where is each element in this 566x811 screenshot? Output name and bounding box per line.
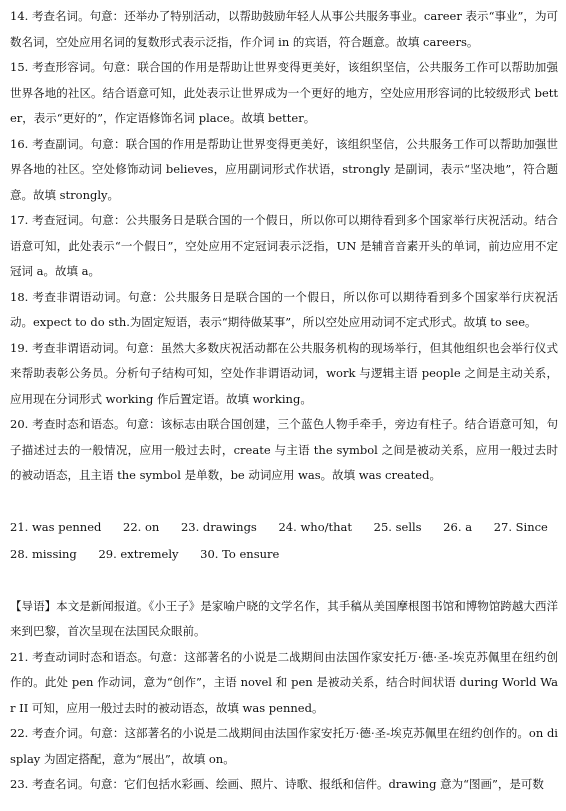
explanation-item: 20. 考查时态和语态。句意：该标志由联合国创建，三个蓝色人物手牵手，旁边有柱子。结合语意可知，句子描述过去的一般情况，应用一般过去时，create 与主语 the symbol 之间是被动关系，应用一般过去时的被动语态，且主语 the symbol 是单数，be 动词应用 was。故填 was created。 xyxy=(10,417,558,482)
explanation-item: 15. 考查形容词。句意：联合国的作用是帮助让世界变得更美好，该组织坚信，公共服务工作可以帮助加强世界各地的社区。结合语意可知，此处表示让世界成为一个更好的地方，空处应用形容词的比较级形式 better，表示“更好的”，作定语修饰名词 place。故填 better。 xyxy=(10,60,558,125)
answer-number: 28. xyxy=(10,546,29,561)
answer-entry xyxy=(10,514,101,541)
explanation-item: 17. 考查冠词。句意：公共服务日是联合国的一个假日，所以你可以期待看到多个国家举行庆祝活动。结合语意可知，此处表示“一个假日”，空处应用不定冠词表示泛指，UN 是辅音音素开头的单词，前边应用不定冠词 a。故填 a。 xyxy=(10,213,558,278)
explanation-item: 21. 考查动词时态和语态。句意：这部著名的小说是二战期间由法国作家安托万·德·圣-埃克苏佩里在纽约创作的。此处 pen 作动词，意为“创作”，主语 novel 和 pen 是被动关系，结合时间状语 during World War II 可知，应用一般过去时的被动语态，故填 was penned。 xyxy=(10,649,558,715)
explanation-item: 19. 考查非谓语动词。句意：虽然大多数庆祝活动都在公共服务机构的现场举行，但其他组织也会举行仪式来帮助表彰公务员。分析句子结构可知，空处作非谓语动词，work 与逻辑主语 people 之间是主动关系，应用现在分词形式 working 作后置定语。故填 working。 xyxy=(10,340,558,406)
answer-text: drawings xyxy=(202,519,257,534)
explanation-item: 23. 考查名词。句意：它们包括水彩画、绘画、照片、诗歌、报纸和信件。drawing 意为“图画”，是可数 xyxy=(10,777,544,791)
guide-paragraph xyxy=(10,594,558,645)
answer-entry xyxy=(10,541,77,568)
answer-number: 29. xyxy=(98,546,117,561)
answer-key-block xyxy=(10,514,558,568)
answer-entry xyxy=(181,514,257,541)
answer-text: extremely xyxy=(120,546,179,561)
explanation-section-21-23 xyxy=(10,645,558,798)
answer-entry xyxy=(278,514,352,541)
answer-text: Since xyxy=(515,519,548,534)
answer-number: 22. xyxy=(123,519,142,534)
answer-entry xyxy=(374,514,422,541)
answer-text: was penned xyxy=(31,519,102,534)
answer-key-page xyxy=(10,4,558,798)
explanation-item: 14. 考查名词。句意：还举办了特别活动，以帮助鼓励年轻人从事公共服务事业。career 表示“事业”，为可数名词，空处应用名词的复数形式表示泛指，作介词 in 的宾语，符合题意。故填 careers。 xyxy=(10,9,558,49)
answer-number: 24. xyxy=(278,519,297,534)
answer-entry xyxy=(494,514,548,541)
answer-number: 21. xyxy=(10,519,29,534)
answer-text: a xyxy=(465,519,473,534)
explanation-section-14-20 xyxy=(10,4,558,489)
answer-row xyxy=(10,514,558,541)
answer-text: who/that xyxy=(300,519,352,534)
explanation-item: 18. 考查非谓语动词。句意：公共服务日是联合国的一个假日，所以你可以期待看到多个国家举行庆祝活动。expect to do sth.为固定短语，表示“期待做某事”，所以空处应用动词不定式形式。故填 to see。 xyxy=(10,289,558,329)
answer-entry xyxy=(200,541,279,568)
guide-label: 【导语】 xyxy=(10,598,57,613)
answer-number: 26. xyxy=(443,519,462,534)
answer-number: 23. xyxy=(180,519,200,534)
answer-number: 30. xyxy=(200,546,219,561)
answer-number: 25. xyxy=(373,519,392,534)
guide-text: 本文是新闻报道。《小王子》是家喻户晓的文学名作，其手稿从美国摩根图书馆和博物馆跨越大西洋来到巴黎，首次呈现在法国民众眼前。 xyxy=(10,598,559,638)
answer-entry xyxy=(123,514,159,541)
explanation-item: 22. 考查介词。句意：这部著名的小说是二战期间由法国作家安托万·德·圣-埃克苏佩里在纽约创作的。on display 为固定搭配，意为“展出”，故填 on。 xyxy=(10,726,558,766)
explanation-item: 16. 考查副词。句意：联合国的作用是帮助让世界变得更美好，该组织坚信，公共服务工作可以帮助加强世界各地的社区。空处修饰动词 believes，应用副词形式作状语，strongly 是副词，表示“坚决地”，符合题意。故填 strongly。 xyxy=(10,136,558,202)
answer-text: on xyxy=(144,519,160,534)
answer-entry xyxy=(443,514,472,541)
answer-text: missing xyxy=(31,546,77,561)
answer-text: sells xyxy=(395,519,422,534)
answer-entry xyxy=(98,541,178,568)
answer-number: 27. xyxy=(493,519,512,534)
spacer xyxy=(10,489,558,514)
answer-text: To ensure xyxy=(222,546,280,561)
spacer xyxy=(10,568,558,594)
answer-row xyxy=(10,541,558,568)
